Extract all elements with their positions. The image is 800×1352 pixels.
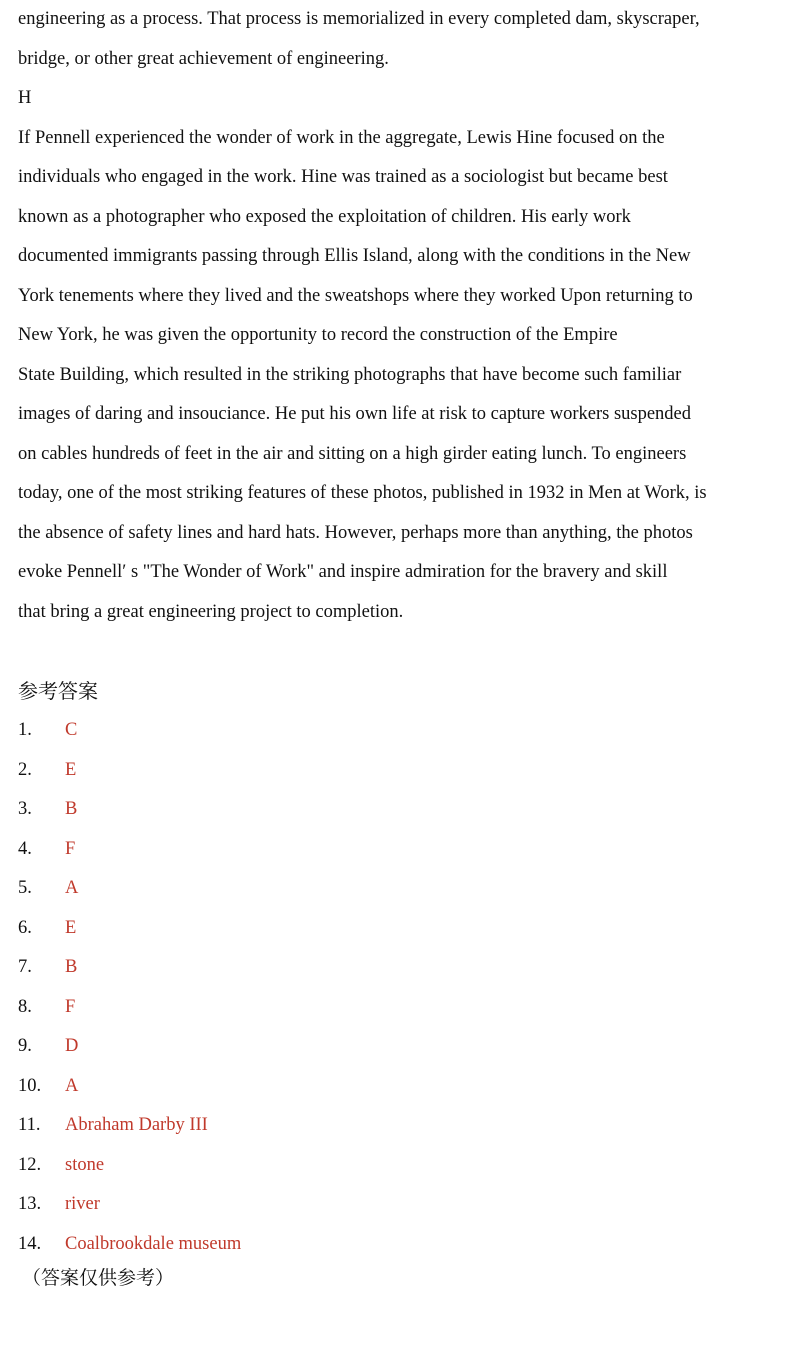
answer-value: A	[65, 878, 79, 898]
passage-line: evoke Pennell′ s "The Wonder of Work" and inspire admiration for the bravery and skill	[18, 562, 668, 582]
answer-item	[18, 751, 798, 791]
answer-item	[18, 909, 798, 949]
answer-number: 6.	[18, 917, 32, 938]
answer-item	[18, 869, 798, 909]
answer-value: E	[65, 759, 77, 780]
answer-number: 10.	[18, 1075, 42, 1096]
passage-line: today, one of the most striking features of these photos, published in 1932 in Men at Work, is	[18, 483, 707, 503]
answer-value: F	[65, 838, 76, 859]
document-page	[18, 0, 798, 1298]
passage-line: individuals who engaged in the work. Hine was trained as a sociologist but became best	[18, 167, 668, 187]
passage-line: York tenements where they lived and the sweatshops where they worked Upon returning to	[18, 285, 693, 306]
answer-item	[18, 1067, 798, 1107]
passage-line: New York, he was given the opportunity to record the construction of the Empire	[18, 325, 618, 345]
passage-line: State Building, which resulted in the striking photographs that have become such familiar	[18, 364, 682, 385]
answer-value: C	[65, 720, 78, 740]
passage-line: images of daring and insouciance. He put his own life at risk to capture workers suspended	[18, 404, 692, 424]
section-letter: H	[18, 88, 32, 108]
answers-heading: 参考答案	[18, 679, 98, 703]
answer-value: Abraham Darby III	[65, 1115, 208, 1135]
answer-value: E	[65, 917, 77, 938]
passage-line: that bring a great engineering project to completion.	[18, 601, 404, 622]
answer-value: B	[65, 799, 78, 819]
answer-value: B	[65, 957, 78, 977]
answer-number: 1.	[18, 720, 32, 740]
answer-number: 8.	[18, 996, 32, 1017]
answer-number: 11.	[18, 1115, 41, 1135]
answer-item	[18, 711, 798, 751]
answer-item	[18, 830, 798, 870]
answer-number: 9.	[18, 1036, 32, 1056]
passage-line: the absence of safety lines and hard hats. However, perhaps more than anything, the photos	[18, 522, 693, 543]
answer-number: 4.	[18, 838, 32, 859]
answer-item	[18, 1185, 798, 1225]
answer-item	[18, 1106, 798, 1146]
answer-number: 2.	[18, 759, 32, 780]
answer-item	[18, 790, 798, 830]
passage-line: If Pennell experienced the wonder of work in the aggregate, Lewis Hine focused on the	[18, 127, 665, 148]
answer-value: Coalbrookdale museum	[65, 1233, 242, 1254]
answer-value: D	[65, 1036, 79, 1056]
passage-line: on cables hundreds of feet in the air and sitting on a high girder eating lunch. To engineers	[18, 443, 687, 464]
answer-item	[18, 1027, 798, 1067]
passage-section-h	[18, 119, 798, 633]
answer-item	[18, 1146, 798, 1186]
passage-line: known as a photographer who exposed the exploitation of children. His early work	[18, 206, 631, 227]
passage-line: bridge, or other great achievement of engineering.	[18, 48, 389, 69]
answer-number: 14.	[18, 1233, 42, 1254]
answer-number: 5.	[18, 878, 32, 898]
answer-value: A	[65, 1075, 79, 1096]
answers-note: （答案仅供参考）	[22, 1267, 175, 1289]
answer-item	[18, 988, 798, 1028]
answer-value: F	[65, 996, 76, 1017]
answer-number: 7.	[18, 957, 32, 977]
answer-number: 12.	[18, 1154, 42, 1175]
answer-number: 13.	[18, 1194, 42, 1214]
passage-line: documented immigrants passing through Ellis Island, along with the conditions in the New	[18, 246, 691, 266]
answer-value: stone	[65, 1154, 105, 1175]
answer-value: river	[65, 1194, 100, 1214]
passage-line: engineering as a process. That process is memorialized in every completed dam, skyscraper,	[18, 9, 700, 29]
passage-top	[18, 0, 798, 79]
answer-list	[18, 711, 798, 1264]
answer-number: 3.	[18, 799, 32, 819]
answer-item	[18, 948, 798, 988]
